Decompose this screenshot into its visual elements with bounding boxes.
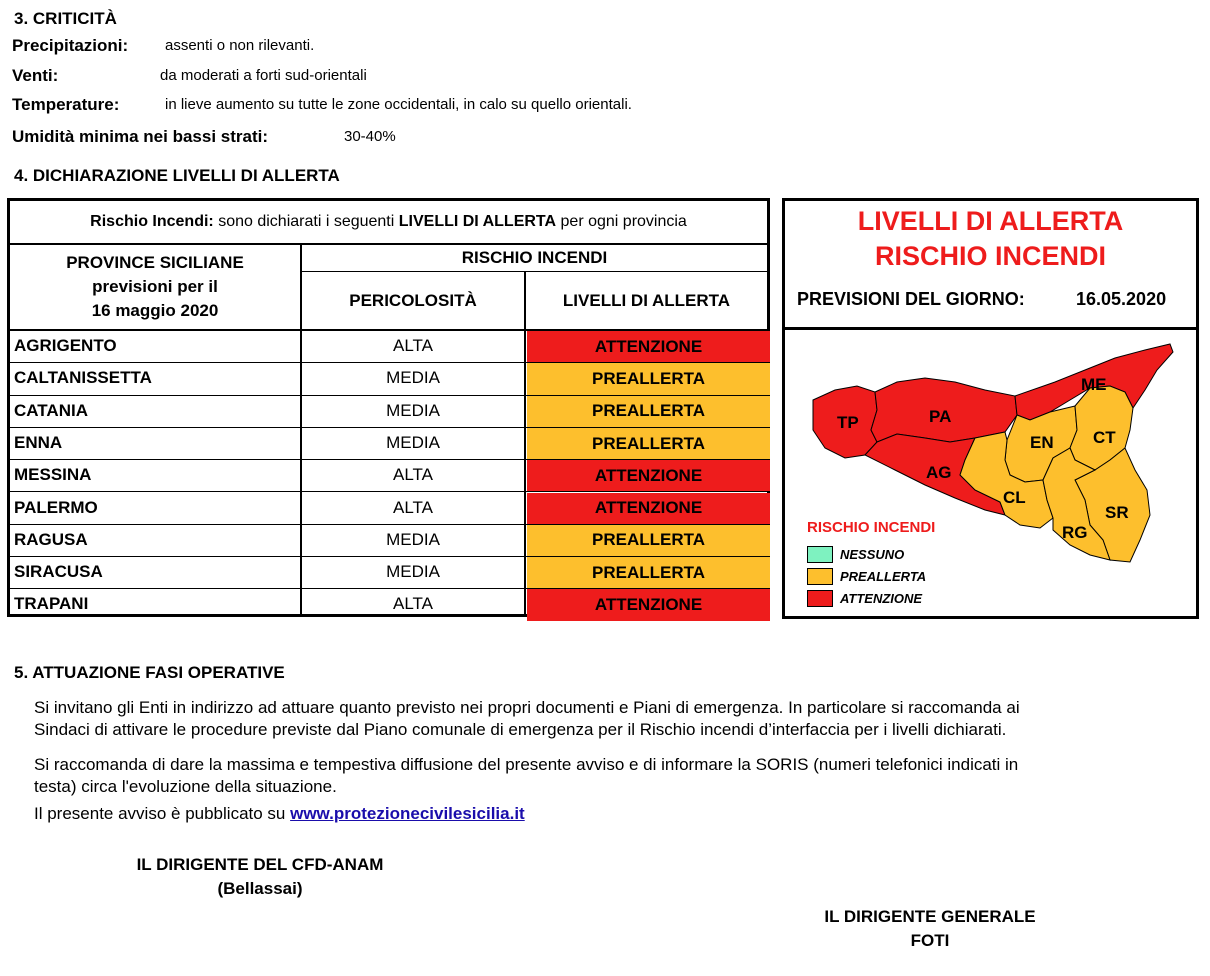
intro-bold-label: Rischio Incendi: <box>90 213 214 230</box>
row-province: CALTANISSETTA <box>14 368 152 388</box>
precipitazioni-label: Precipitazioni: <box>12 36 129 55</box>
table-row <box>10 363 767 395</box>
col-rischio-header: RISCHIO INCENDI <box>461 248 608 267</box>
col-province-line2: previsioni per il <box>92 277 218 296</box>
map-label-en: EN <box>1030 433 1054 452</box>
legend-item-nessuno <box>807 543 926 565</box>
row-province: TRAPANI <box>14 594 89 614</box>
map-label-pa: PA <box>929 407 952 426</box>
row-livello-cell: PREALLERTA <box>527 363 770 394</box>
section-criticita-heading: 3. CRITICITÀ <box>14 9 117 28</box>
col-province-line1: PROVINCE SICILIANE <box>66 253 244 272</box>
row-livello-cell: ATTENZIONE <box>527 589 770 620</box>
attuazione-paragraph-2 <box>34 754 1018 798</box>
previsioni-date: 16.05.2020 <box>1076 289 1167 309</box>
temperature-label: Temperature: <box>12 95 120 114</box>
row-province: CATANIA <box>14 400 88 420</box>
table-row <box>10 493 767 525</box>
precipitazioni-value: assenti o non rilevanti. <box>165 37 315 54</box>
previsioni-label: PREVISIONI DEL GIORNO: <box>797 289 1025 309</box>
col-province-header <box>10 245 300 329</box>
legend-swatch-preallerta <box>807 568 833 585</box>
map-label-me: ME <box>1081 375 1107 394</box>
table-row <box>10 396 767 428</box>
temperature-value: in lieve aumento su tutte le zone occidentali, in calo su quello orientali. <box>165 96 632 113</box>
intro-text: sono dichiarati i seguenti <box>213 213 399 230</box>
section-attuazione-heading: 5. ATTUAZIONE FASI OPERATIVE <box>14 663 285 682</box>
map-label-tp: TP <box>837 413 859 432</box>
intro-bold-levels: LIVELLI DI ALLERTA <box>398 213 557 230</box>
p2-line1: Si raccomanda di dare la massima e tempestiva diffusione del presente avviso e di informare la SORIS (numeri telefonici indicati in <box>34 755 1019 774</box>
table-row <box>10 428 767 460</box>
firma-generale-title: IL DIRIGENTE GENERALE <box>824 907 1036 926</box>
row-province: RAGUSA <box>14 529 88 549</box>
table-intro <box>10 201 767 243</box>
table-row <box>10 525 767 557</box>
row-livello-cell: PREALLERTA <box>527 428 770 459</box>
firma-cfd <box>110 853 410 901</box>
map-label-ct: CT <box>1093 428 1116 447</box>
col-livelli-header: LIVELLI DI ALLERTA <box>562 290 731 310</box>
col-province-line3: 16 maggio 2020 <box>91 301 219 320</box>
map-title-line1: LIVELLI DI ALLERTA <box>857 206 1124 236</box>
row-pericolosita: ALTA <box>393 497 433 517</box>
map-label-ag: AG <box>926 463 952 482</box>
p1-line1: Si invitano gli Enti in indirizzo ad attuare quanto previsto nei propri documenti e Piani di emergenza. In particolare si raccomanda ai <box>34 698 1020 717</box>
legend-swatch-nessuno <box>807 546 833 563</box>
row-province: AGRIGENTO <box>14 336 117 355</box>
row-province: SIRACUSA <box>14 562 103 582</box>
umidita-value: 30-40% <box>344 128 396 145</box>
row-pericolosita: MEDIA <box>386 432 440 452</box>
legend <box>807 543 926 609</box>
p2-line2: testa) circa l'evoluzione della situazione. <box>34 777 337 796</box>
row-livello-cell: PREALLERTA <box>527 396 770 427</box>
row-livello-cell: ATTENZIONE <box>527 460 770 491</box>
map-label-rg: RG <box>1062 523 1088 542</box>
venti-value: da moderati a forti sud-orientali <box>160 67 367 84</box>
allerta-table <box>7 198 770 617</box>
col-pericolosita-header: PERICOLOSITÀ <box>349 290 477 310</box>
table-row <box>10 589 767 621</box>
row-province: MESSINA <box>14 465 92 485</box>
map-label-sr: SR <box>1105 503 1129 522</box>
attuazione-paragraph-1 <box>34 697 1020 741</box>
umidita-label: Umidità minima nei bassi strati: <box>12 127 269 146</box>
legend-item-attenzione <box>807 587 926 609</box>
venti-label: Venti: <box>12 66 59 85</box>
row-pericolosita: ALTA <box>393 594 433 614</box>
row-pericolosita: ALTA <box>393 465 433 485</box>
map-box <box>782 198 1199 619</box>
row-livello-cell: PREALLERTA <box>527 525 770 556</box>
map-title-line2: RISCHIO INCENDI <box>874 241 1107 271</box>
p1-line2: Sindaci di attivare le procedure previste dal Piano comunale di emergenza per il Rischio incendi d’interfaccia per i livelli dichiarati. <box>34 720 1007 739</box>
map-label-cl: CL <box>1003 488 1026 507</box>
row-livello-cell: ATTENZIONE <box>527 331 770 362</box>
table-row <box>10 331 767 363</box>
legend-label-attenzione: ATTENZIONE <box>840 590 923 606</box>
legend-title: RISCHIO INCENDI <box>807 519 936 536</box>
legend-label-nessuno: NESSUNO <box>840 546 905 562</box>
firma-generale <box>780 905 1080 953</box>
legend-swatch-attenzione <box>807 590 833 607</box>
legend-label-preallerta: PREALLERTA <box>840 568 927 584</box>
legend-item-preallerta <box>807 565 926 587</box>
row-pericolosita: MEDIA <box>386 400 440 420</box>
map-title <box>785 204 1196 274</box>
intro-text-2: per ogni provincia <box>556 213 687 230</box>
row-pericolosita: MEDIA <box>386 562 440 582</box>
row-province: PALERMO <box>14 497 98 517</box>
firma-generale-name: FOTI <box>910 931 950 950</box>
row-pericolosita: MEDIA <box>386 529 440 549</box>
row-pericolosita: MEDIA <box>386 368 440 388</box>
table-row <box>10 557 767 589</box>
p3-text: Il presente avviso è pubblicato su <box>34 804 291 823</box>
row-province: ENNA <box>14 432 63 452</box>
row-pericolosita: ALTA <box>393 336 433 355</box>
firma-cfd-title: IL DIRIGENTE DEL CFD-ANAM <box>136 855 384 874</box>
row-livello-cell: ATTENZIONE <box>527 493 770 524</box>
row-livello-cell: PREALLERTA <box>527 557 770 588</box>
attuazione-paragraph-3 <box>34 803 525 825</box>
protezione-civile-link[interactable]: www.protezionecivilesicilia.it <box>290 804 525 823</box>
section-dichiarazione-heading: 4. DICHIARAZIONE LIVELLI DI ALLERTA <box>14 166 340 185</box>
firma-cfd-name: (Bellassai) <box>217 879 303 898</box>
table-row <box>10 460 767 492</box>
